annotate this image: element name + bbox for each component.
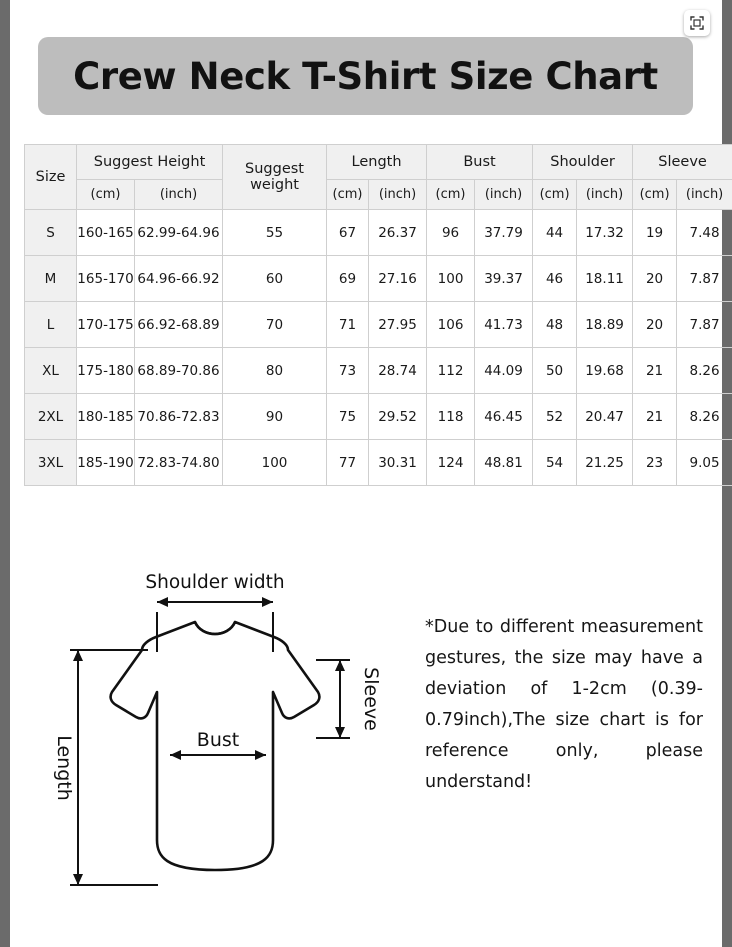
cell-weight-kg: 55	[223, 210, 327, 256]
measurement-note-text: *Due to different measurement gestures, the size may have a deviation of 1-2cm (0.39-0.79inch),The size chart is for reference only, please understand!	[425, 617, 703, 792]
unit-height-inch: (inch)	[135, 180, 223, 210]
size-chart-table	[24, 144, 732, 486]
header-sleeve: Sleeve	[633, 145, 732, 180]
unit-height-cm: (cm)	[77, 180, 135, 210]
cell-length-inch: 29.52	[369, 394, 427, 440]
table-header-row-groups	[25, 145, 732, 180]
unit-length-cm: (cm)	[327, 180, 369, 210]
cell-shoulder-inch: 18.89	[577, 302, 633, 348]
cell-shoulder-cm: 46	[533, 256, 577, 302]
cell-height-inch: 70.86-72.83	[135, 394, 223, 440]
header-suggest-height: Suggest Height	[77, 145, 223, 180]
cell-bust-cm: 112	[427, 348, 475, 394]
shoulder-width-label: Shoulder width	[145, 572, 285, 593]
cell-bust-inch: 48.81	[475, 440, 533, 486]
cell-length-cm: 73	[327, 348, 369, 394]
header-bust: Bust	[427, 145, 533, 180]
unit-length-inch: (inch)	[369, 180, 427, 210]
cell-sleeve-cm: 20	[633, 256, 677, 302]
cell-size: S	[25, 210, 77, 256]
bust-label: Bust	[196, 729, 240, 751]
cell-length-cm: 71	[327, 302, 369, 348]
cell-size: L	[25, 302, 77, 348]
cell-sleeve-inch: 7.87	[677, 256, 732, 302]
table-header-row-units	[25, 180, 732, 210]
cell-height-cm: 165-170	[77, 256, 135, 302]
measurement-note	[425, 612, 703, 798]
cell-height-inch: 72.83-74.80	[135, 440, 223, 486]
cell-bust-inch: 37.79	[475, 210, 533, 256]
cell-shoulder-inch: 18.11	[577, 256, 633, 302]
cell-shoulder-inch: 19.68	[577, 348, 633, 394]
table-body	[25, 210, 732, 486]
cell-sleeve-inch: 8.26	[677, 348, 732, 394]
cell-shoulder-cm: 48	[533, 302, 577, 348]
cell-height-cm: 160-165	[77, 210, 135, 256]
expand-icon[interactable]	[684, 10, 710, 36]
size-chart-table-wrapper	[24, 144, 724, 486]
cell-length-cm: 75	[327, 394, 369, 440]
cell-sleeve-inch: 7.48	[677, 210, 732, 256]
cell-weight-kg: 100	[223, 440, 327, 486]
cell-height-cm: 185-190	[77, 440, 135, 486]
cell-shoulder-cm: 54	[533, 440, 577, 486]
header-size: Size	[25, 145, 77, 210]
cell-bust-inch: 44.09	[475, 348, 533, 394]
title-banner	[38, 37, 693, 115]
cell-bust-cm: 106	[427, 302, 475, 348]
table-row	[25, 394, 732, 440]
cell-height-inch: 64.96-66.92	[135, 256, 223, 302]
cell-bust-inch: 46.45	[475, 394, 533, 440]
cell-weight-kg: 70	[223, 302, 327, 348]
cell-length-cm: 67	[327, 210, 369, 256]
cell-height-inch: 68.89-70.86	[135, 348, 223, 394]
cell-weight-kg: 80	[223, 348, 327, 394]
cell-length-inch: 28.74	[369, 348, 427, 394]
cell-bust-cm: 100	[427, 256, 475, 302]
table-row	[25, 302, 732, 348]
cell-shoulder-inch: 21.25	[577, 440, 633, 486]
table-header	[25, 145, 732, 210]
cell-size: XL	[25, 348, 77, 394]
cell-height-inch: 62.99-64.96	[135, 210, 223, 256]
page-title: Crew Neck T-Shirt Size Chart	[73, 54, 658, 98]
cell-height-cm: 175-180	[77, 348, 135, 394]
cell-shoulder-inch: 20.47	[577, 394, 633, 440]
cell-sleeve-cm: 21	[633, 348, 677, 394]
cell-size: 2XL	[25, 394, 77, 440]
unit-bust-inch: (inch)	[475, 180, 533, 210]
unit-shoulder-cm: (cm)	[533, 180, 577, 210]
document-page	[10, 0, 722, 947]
cell-height-inch: 66.92-68.89	[135, 302, 223, 348]
cell-sleeve-inch: 9.05	[677, 440, 732, 486]
length-label: Length	[53, 735, 75, 801]
cell-shoulder-cm: 50	[533, 348, 577, 394]
cell-length-cm: 77	[327, 440, 369, 486]
cell-shoulder-inch: 17.32	[577, 210, 633, 256]
cell-sleeve-inch: 7.87	[677, 302, 732, 348]
cell-size: M	[25, 256, 77, 302]
cell-bust-cm: 96	[427, 210, 475, 256]
cell-sleeve-cm: 21	[633, 394, 677, 440]
cell-size: 3XL	[25, 440, 77, 486]
cell-shoulder-cm: 52	[533, 394, 577, 440]
cell-sleeve-cm: 23	[633, 440, 677, 486]
cell-height-cm: 180-185	[77, 394, 135, 440]
cell-length-inch: 27.16	[369, 256, 427, 302]
tshirt-measurement-diagram	[30, 540, 410, 920]
cell-length-cm: 69	[327, 256, 369, 302]
cell-weight-kg: 60	[223, 256, 327, 302]
unit-sleeve-cm: (cm)	[633, 180, 677, 210]
unit-sleeve-inch: (inch)	[677, 180, 732, 210]
header-shoulder: Shoulder	[533, 145, 633, 180]
unit-bust-cm: (cm)	[427, 180, 475, 210]
cell-length-inch: 30.31	[369, 440, 427, 486]
cell-bust-inch: 39.37	[475, 256, 533, 302]
table-row	[25, 210, 732, 256]
cell-shoulder-cm: 44	[533, 210, 577, 256]
table-row	[25, 348, 732, 394]
cell-length-inch: 26.37	[369, 210, 427, 256]
header-suggest-weight: Suggest weight	[223, 145, 327, 210]
cell-length-inch: 27.95	[369, 302, 427, 348]
cell-bust-inch: 41.73	[475, 302, 533, 348]
cell-sleeve-cm: 20	[633, 302, 677, 348]
cell-weight-kg: 90	[223, 394, 327, 440]
cell-height-cm: 170-175	[77, 302, 135, 348]
unit-shoulder-inch: (inch)	[577, 180, 633, 210]
header-length: Length	[327, 145, 427, 180]
cell-sleeve-inch: 8.26	[677, 394, 732, 440]
cell-bust-cm: 124	[427, 440, 475, 486]
cell-bust-cm: 118	[427, 394, 475, 440]
cell-sleeve-cm: 19	[633, 210, 677, 256]
table-row	[25, 256, 732, 302]
sleeve-label: Sleeve	[360, 667, 382, 731]
table-row	[25, 440, 732, 486]
